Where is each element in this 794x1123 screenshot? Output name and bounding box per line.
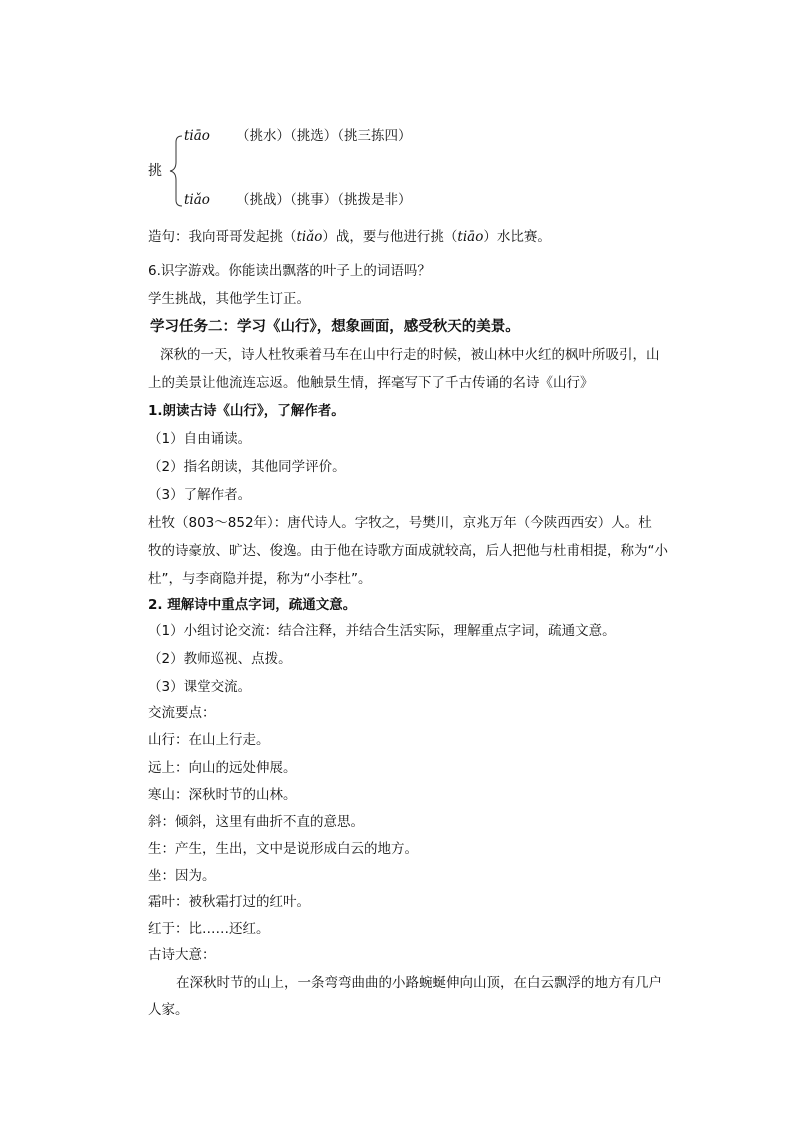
point-item: 坐：因为。 [148,868,216,884]
meaning-line1: 在深秋时节的山上，一条弯弯曲曲的小路蜿蜒伸向山顶，在白云飘浮的地方有几户 [176,975,662,991]
author-line1: 杜牧（803～852年）：唐代诗人。字牧之，号樊川，京兆万年（今陕西西安）人。杜 [148,515,652,531]
point-item: 斜：倾斜，这里有曲折不直的意思。 [148,814,364,830]
task2-heading: 学习任务二：学习《山行》，想象画面，感受秋天的美景。 [150,319,520,335]
polyphone-char: 挑 [148,163,162,179]
points-header: 交流要点： [148,705,216,721]
section2-heading: 2. 理解诗中重点字词，疏通文意。 [148,597,357,613]
section1-item: （2）指名朗读，其他同学评价。 [148,459,346,475]
words-tiao1: （挑水）（挑选）（挑三拣四） [236,128,412,144]
section2-item: （3）课堂交流。 [148,679,252,695]
pinyin-tiao1: tiāo [184,128,210,144]
game-title: 6.识字游戏。你能读出飘落的叶子上的词语吗？ [148,263,431,279]
section1-item: （3）了解作者。 [148,487,252,503]
author-line2: 牧的诗豪放、旷达、俊逸。由于他在诗歌方面成就较高，后人把他与杜甫相提，称为“小 [148,543,668,559]
brace-icon [168,134,184,208]
point-item: 远上：向山的远处伸展。 [148,760,297,776]
game-note: 学生挑战，其他学生订正。 [148,291,310,307]
section1-item: （1）自由诵读。 [148,431,252,447]
words-tiao3: （挑战）（挑事）（挑拨是非） [236,192,412,208]
section2-item: （2）教师巡视、点拨。 [148,651,292,667]
example-sentence: 造句：我向哥哥发起挑（tiǎo）战，要与他进行挑（tiāo）水比赛。 [148,229,551,245]
pinyin-tiao3: tiǎo [184,192,210,208]
author-line3: 杜”，与李商隐并提，称为“小李杜”。 [148,571,372,587]
point-item: 霜叶：被秋霜打过的红叶。 [148,894,310,910]
meaning-header: 古诗大意： [148,947,216,963]
section2-item: （1）小组讨论交流：结合注释，并结合生活实际，理解重点字词，疏通文意。 [148,623,616,639]
intro-line1: 深秋的一天，诗人杜牧乘着马车在山中行走的时候，被山林中火红的枫叶所吸引，山 [160,347,660,363]
intro-line2: 上的美景让他流连忘返。他触景生情，挥毫写下了千古传诵的名诗《山行》 [148,375,594,391]
point-item: 红于：比……还红。 [148,921,270,937]
point-item: 生：产生，生出，文中是说形成白云的地方。 [148,841,418,857]
point-item: 寒山：深秋时节的山林。 [148,787,297,803]
section1-heading: 1.朗读古诗《山行》，了解作者。 [148,403,345,419]
point-item: 山行：在山上行走。 [148,732,270,748]
meaning-line2: 人家。 [148,1002,189,1018]
